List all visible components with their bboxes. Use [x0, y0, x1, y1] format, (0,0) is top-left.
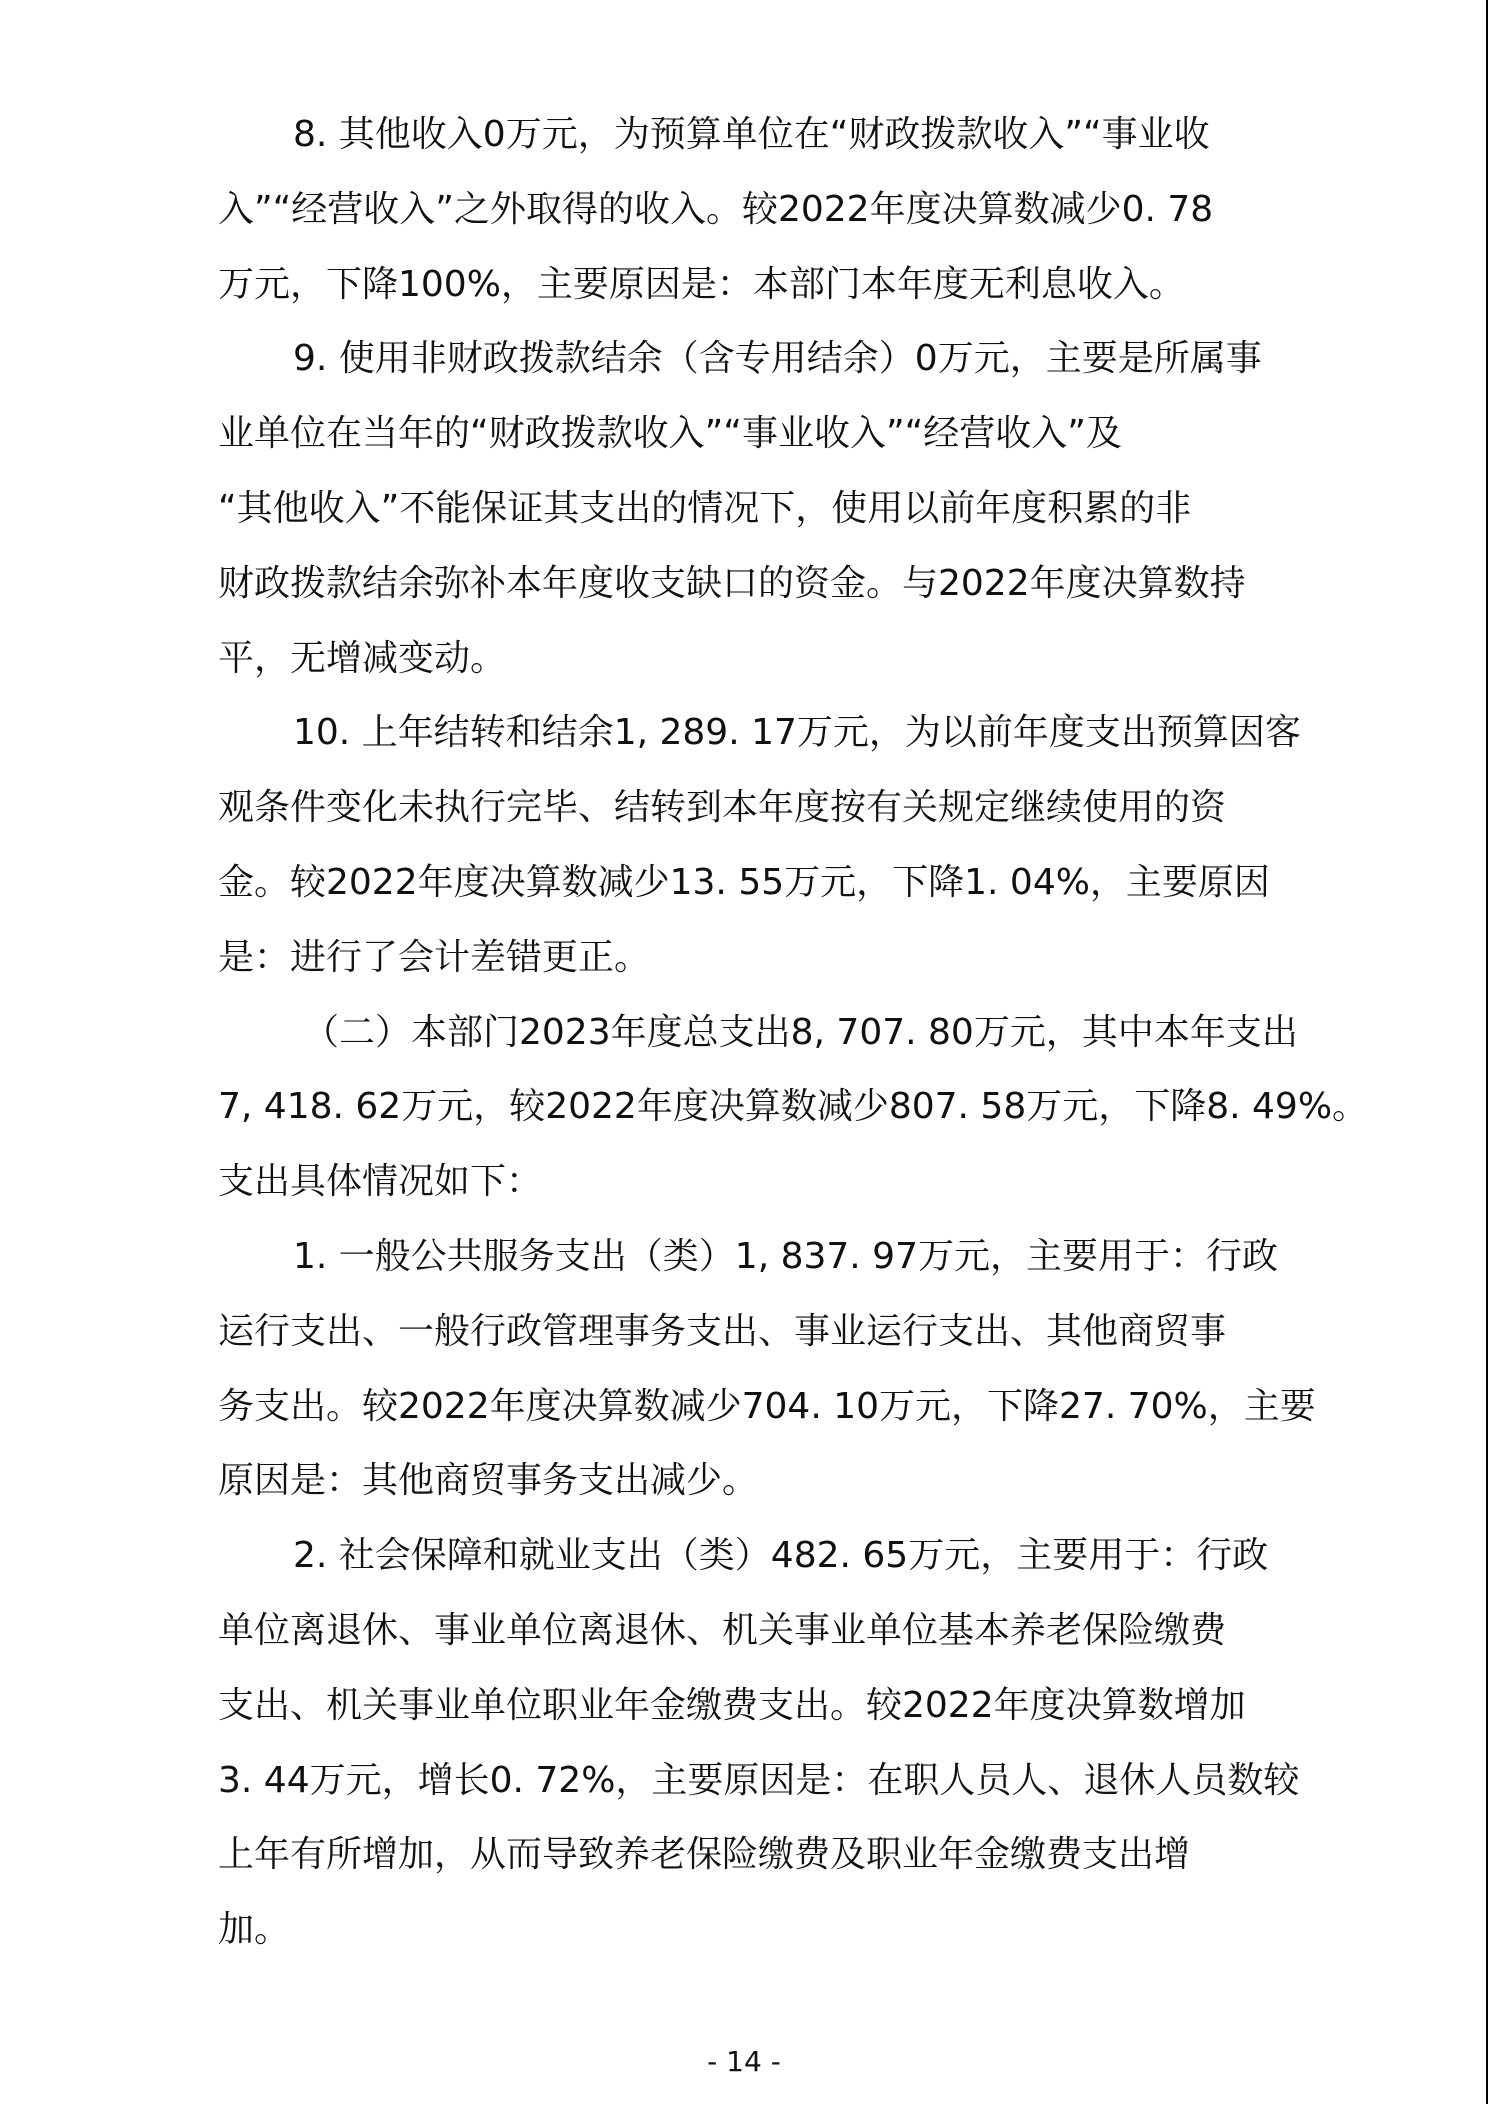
- paragraph-line: 1. 一般公共服务支出（类）1, 837. 97万元，主要用于：行政: [293, 1235, 1278, 1277]
- paragraph-line: 平，无增减变动。: [218, 637, 507, 679]
- paragraph-line: 支出、机关事业单位职业年金缴费支出。较2022年度决算数增加: [218, 1684, 1246, 1726]
- paragraph-line: 10. 上年结转和结余1, 289. 17万元，为以前年度支出预算因客: [293, 712, 1301, 754]
- paragraph-line: 财政拨款结余弥补本年度收支缺口的资金。与2022年度决算数持: [218, 562, 1246, 604]
- paragraph-line: 是：进行了会计差错更正。: [218, 936, 651, 978]
- paragraph-line: 3. 44万元，增长0. 72%，主要原因是：在职人员人、退休人员数较: [218, 1759, 1300, 1801]
- paragraph-line: 支出具体情况如下：: [218, 1161, 543, 1203]
- paragraph-line: 金。较2022年度决算数减少13. 55万元，下降1. 04%，主要原因: [218, 861, 1270, 903]
- paragraph-line: “其他收入”不能保证其支出的情况下，使用以前年度积累的非: [218, 487, 1192, 529]
- paragraph-line: 单位离退休、事业单位离退休、机关事业单位基本养老保险缴费: [218, 1609, 1227, 1651]
- paragraph-line: 运行支出、一般行政管理事务支出、事业运行支出、其他商贸事: [218, 1310, 1227, 1352]
- paragraph-line: 上年有所增加，从而导致养老保险缴费及职业年金缴费支出增: [218, 1834, 1191, 1876]
- paragraph-line: 加。: [218, 1909, 291, 1951]
- paragraph-line: 业单位在当年的“财政拨款收入”“事业收入”“经营收入”及: [218, 413, 1122, 455]
- document-body: [218, 98, 1369, 1968]
- paragraph-line: （二）本部门2023年度总支出8, 707. 80万元，其中本年支出: [303, 1011, 1298, 1053]
- paragraph-line: 7, 418. 62万元，较2022年度决算数减少807. 58万元，下降8. 49%。: [218, 1086, 1369, 1128]
- page-number: - 14 -: [707, 2045, 781, 2078]
- paragraph-line: 8. 其他收入0万元，为预算单位在“财政拨款收入”“事业收: [293, 114, 1210, 155]
- paragraph-line: 2. 社会保障和就业支出（类）482. 65万元，主要用于：行政: [293, 1535, 1269, 1577]
- paragraph-line: 万元，下降100%，主要原因是：本部门本年度无利息收入。: [218, 263, 1185, 305]
- paragraph-line: 入”“经营收入”之外取得的收入。较2022年度决算数减少0. 78: [218, 188, 1214, 230]
- paragraph-line: 9. 使用非财政拨款结余（含专用结余）0万元，主要是所属事: [293, 338, 1262, 380]
- paragraph-line: 原因是：其他商贸事务支出减少。: [218, 1460, 759, 1502]
- paragraph-line: 务支出。较2022年度决算数减少704. 10万元，下降27. 70%，主要: [218, 1385, 1316, 1427]
- paragraph-line: 观条件变化未执行完毕、结转到本年度按有关规定继续使用的资: [218, 787, 1227, 829]
